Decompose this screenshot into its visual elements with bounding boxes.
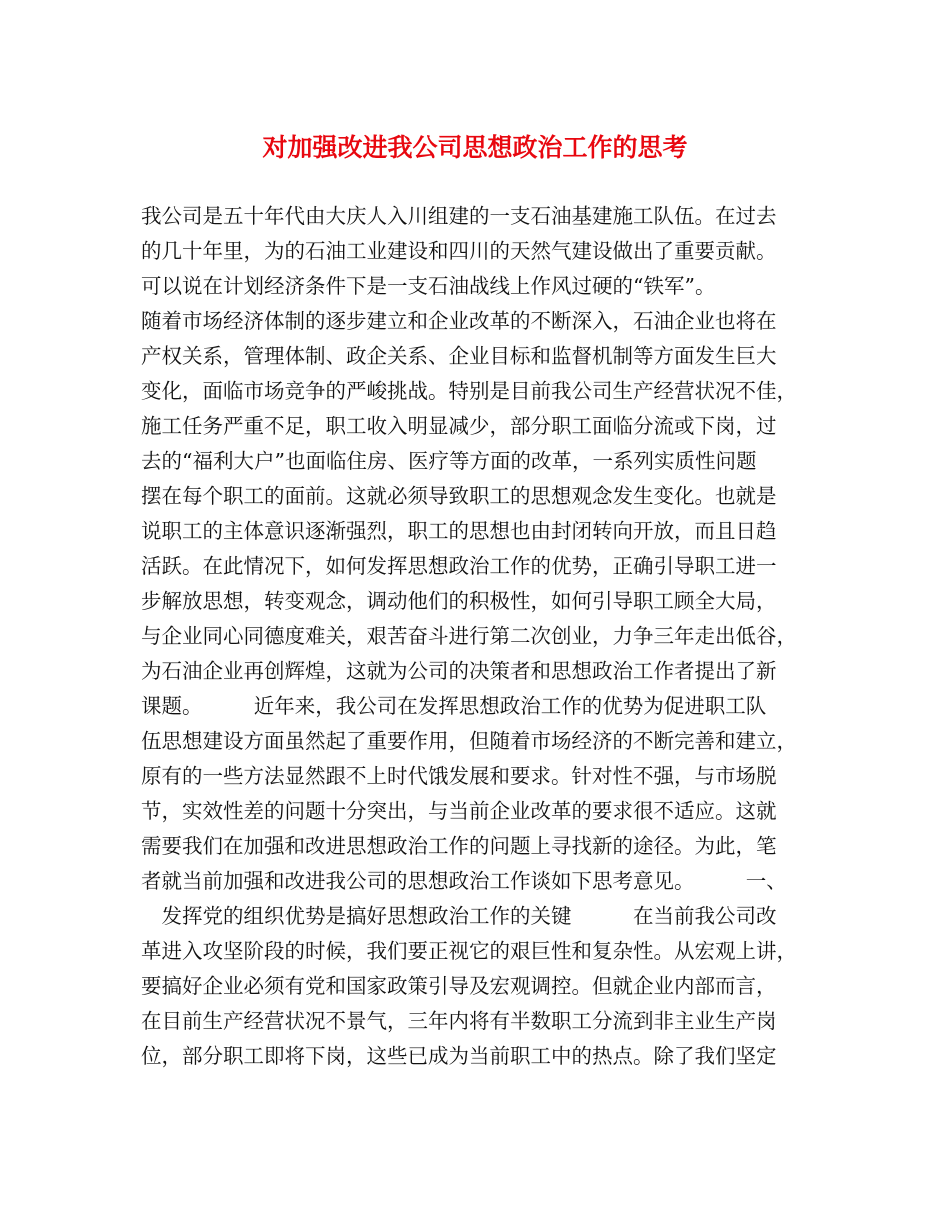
text-line: 产权关系，管理体制、政企关系、企业目标和监督机制等方面发生巨大 [141, 344, 777, 368]
text-line: 革进入攻坚阶段的时候，我们要正视它的艰巨性和复杂性。从宏观上讲， [141, 939, 797, 963]
text-line: 发挥党的组织优势是搞好思想政治工作的关键 在当前我公司改 [141, 904, 777, 928]
text-line: 在目前生产经营状况不景气，三年内将有半数职工分流到非主业生产岗 [141, 1009, 777, 1033]
document-title: 对加强改进我公司思想政治工作的思考 [262, 133, 688, 162]
text-line: 去的“福利大户”也面临住房、医疗等方面的改革，一系列实质性问题 [141, 449, 757, 473]
text-line: 者就当前加强和改进我公司的思想政治工作谈如下思考意见。 一、 [141, 869, 787, 893]
text-line: 需要我们在加强和改进思想政治工作的问题上寻找新的途径。为此，笔 [141, 834, 777, 858]
text-line: 的几十年里，为的石油工业建设和四川的天然气建设做出了重要贡献。 [141, 239, 777, 263]
text-line: 说职工的主体意识逐渐强烈，职工的思想也由封闭转向开放，而且日趋 [141, 519, 777, 543]
text-line: 节，实效性差的问题十分突出，与当前企业改革的要求很不适应。这就 [141, 799, 777, 823]
text-line: 摆在每个职工的面前。这就必须导致职工的思想观念发生变化。也就是 [141, 484, 777, 508]
text-line: 我公司是五十年代由大庆人入川组建的一支石油基建施工队伍。在过去 [141, 204, 777, 228]
text-line: 活跃。在此情况下，如何发挥思想政治工作的优势，正确引导职工进一 [141, 554, 777, 578]
text-line: 课题。 近年来，我公司在发挥思想政治工作的优势为促进职工队 [141, 694, 767, 718]
text-line: 随着市场经济体制的逐步建立和企业改革的不断深入，石油企业也将在 [141, 309, 777, 333]
text-line: 与企业同心同德度难关，艰苦奋斗进行第二次创业，力争三年走出低谷， [141, 624, 797, 648]
text-line: 伍思想建设方面虽然起了重要作用，但随着市场经济的不断完善和建立， [141, 729, 797, 753]
text-line: 原有的一些方法显然跟不上时代饿发展和要求。针对性不强，与市场脱 [141, 764, 777, 788]
text-line: 位，部分职工即将下岗，这些已成为当前职工中的热点。除了我们坚定 [141, 1044, 777, 1068]
text-line: 要搞好企业必须有党和国家政策引导及宏观调控。但就企业内部而言， [141, 974, 777, 998]
text-line: 步解放思想，转变观念，调动他们的积极性，如何引导职工顾全大局， [141, 589, 777, 613]
text-line: 为石油企业再创辉煌，这就为公司的决策者和思想政治工作者提出了新 [141, 659, 777, 683]
text-line: 施工任务严重不足，职工收入明显减少，部分职工面临分流或下岗，过 [141, 414, 777, 438]
text-line: 变化，面临市场竞争的严峻挑战。特别是目前我公司生产经营状况不佳， [141, 379, 797, 403]
document-body [141, 199, 831, 1074]
text-line: 可以说在计划经济条件下是一支石油战线上作风过硬的“铁军”。 [141, 274, 716, 298]
